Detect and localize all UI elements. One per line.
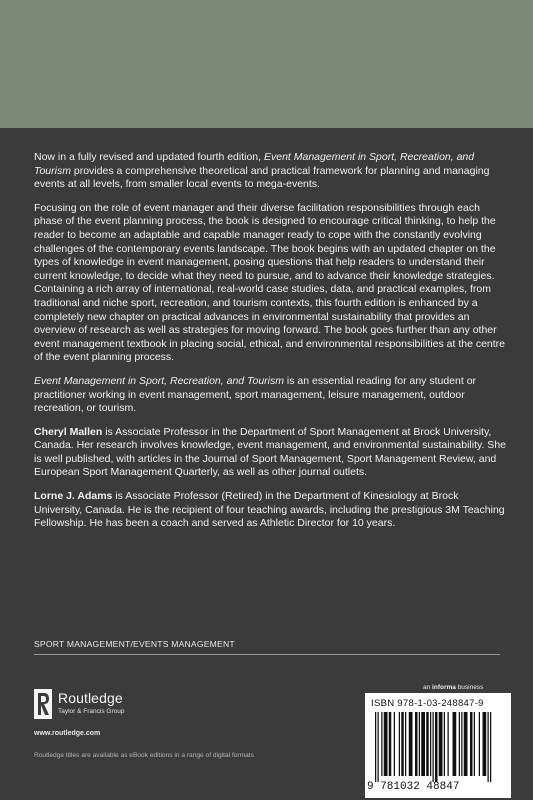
blurb xyxy=(34,151,506,541)
blurb-text: Now in a fully revised and updated fourth edition, xyxy=(34,151,264,163)
informa-brand: informa xyxy=(432,684,456,691)
book-title-italic: Event Management in Sport, Recreation, and Tourism xyxy=(34,151,475,177)
barcode-bars xyxy=(375,712,501,782)
author-name: Lorne J. Adams xyxy=(34,490,113,503)
author-name: Cheryl Mallen xyxy=(34,425,103,438)
isbn-label: ISBN 978-1-03-248847-9 xyxy=(371,698,484,709)
publisher-website[interactable]: www.routledge.com xyxy=(34,730,101,737)
isbn-barcode xyxy=(365,693,511,798)
informa-business-label xyxy=(423,684,483,691)
ebook-note: Routledge titles are available as eBook editions in a range of digital formats xyxy=(34,752,254,759)
blurb-paragraph-2: Focusing on the role of event manager and their diverse facilitation responsibilities through each phase of the event planning process, the book is designed to encourage critical thinking, to help the reader to become an adaptable and capable manager ready to cope with the constantly evolving challenges of the contemporary events landscape. The book begins with an updated chapter on the types of knowledge in event management, posing questions that help readers to understand their current knowledge, to decide what they need to pursue, and to advance their knowledge strategies. Containing a rich array of international, real-world case studies, data, and practical examples, from traditional and niche sport, recreation, and tourism contexts, this fourth edition is enhanced by a completely new chapter on practical advances in environmental sustainability that provides an overview of research as well as strategies for moving forward. The book goes further than any other event management textbook in placing social, ethical, and environmental responsibilities at the centre of the event planning process. xyxy=(34,201,506,364)
author-bio-1 xyxy=(34,426,506,480)
blurb-text: provides a comprehensive theoretical and practical framework for planning and managing events at all levels, from smaller local events to mega-events. xyxy=(34,164,490,191)
subject-category: SPORT MANAGEMENT/EVENTS MANAGEMENT xyxy=(34,639,235,649)
publisher-name: Routledge xyxy=(58,690,123,706)
divider xyxy=(34,654,500,655)
barcode-digits: 9 781032 48847 xyxy=(367,781,460,793)
routledge-mark-icon xyxy=(34,689,52,719)
informa-text: business xyxy=(455,684,484,691)
author-bio-text: is Associate Professor (Retired) in the Department of Kinesiology at Brock University, Canada. He is the recipient of four teaching awards, including the prestigious 3M Teaching Fellowship. He has been a coach and served as Athletic Director for 10 years. xyxy=(34,490,505,530)
author-bio-2 xyxy=(34,490,506,531)
book-title-italic: Event Management in Sport, Recreation, and Tourism xyxy=(34,374,284,387)
blurb-paragraph-3 xyxy=(34,375,506,416)
back-cover-content xyxy=(0,128,533,800)
cover-top-band xyxy=(0,0,533,128)
blurb-paragraph-1 xyxy=(34,151,506,192)
blurb-text: is an essential reading for any student or practitioner working in event management, sport management, leisure management, outdoor recreation, or tourism. xyxy=(34,374,477,415)
publisher-logo xyxy=(34,689,194,729)
author-bio-text: is Associate Professor in the Department of Sport Management at Brock University, Canada. Her research involves knowledge, event management, and environmental sustainability. She is well published, with articles in the Journal of Sport Management, Sport Management Review, and European Sport Management Quarterly, as well as other journal outlets. xyxy=(34,425,506,479)
publisher-group: Taylor & Francis Group xyxy=(58,708,125,715)
informa-text: an xyxy=(423,684,433,691)
